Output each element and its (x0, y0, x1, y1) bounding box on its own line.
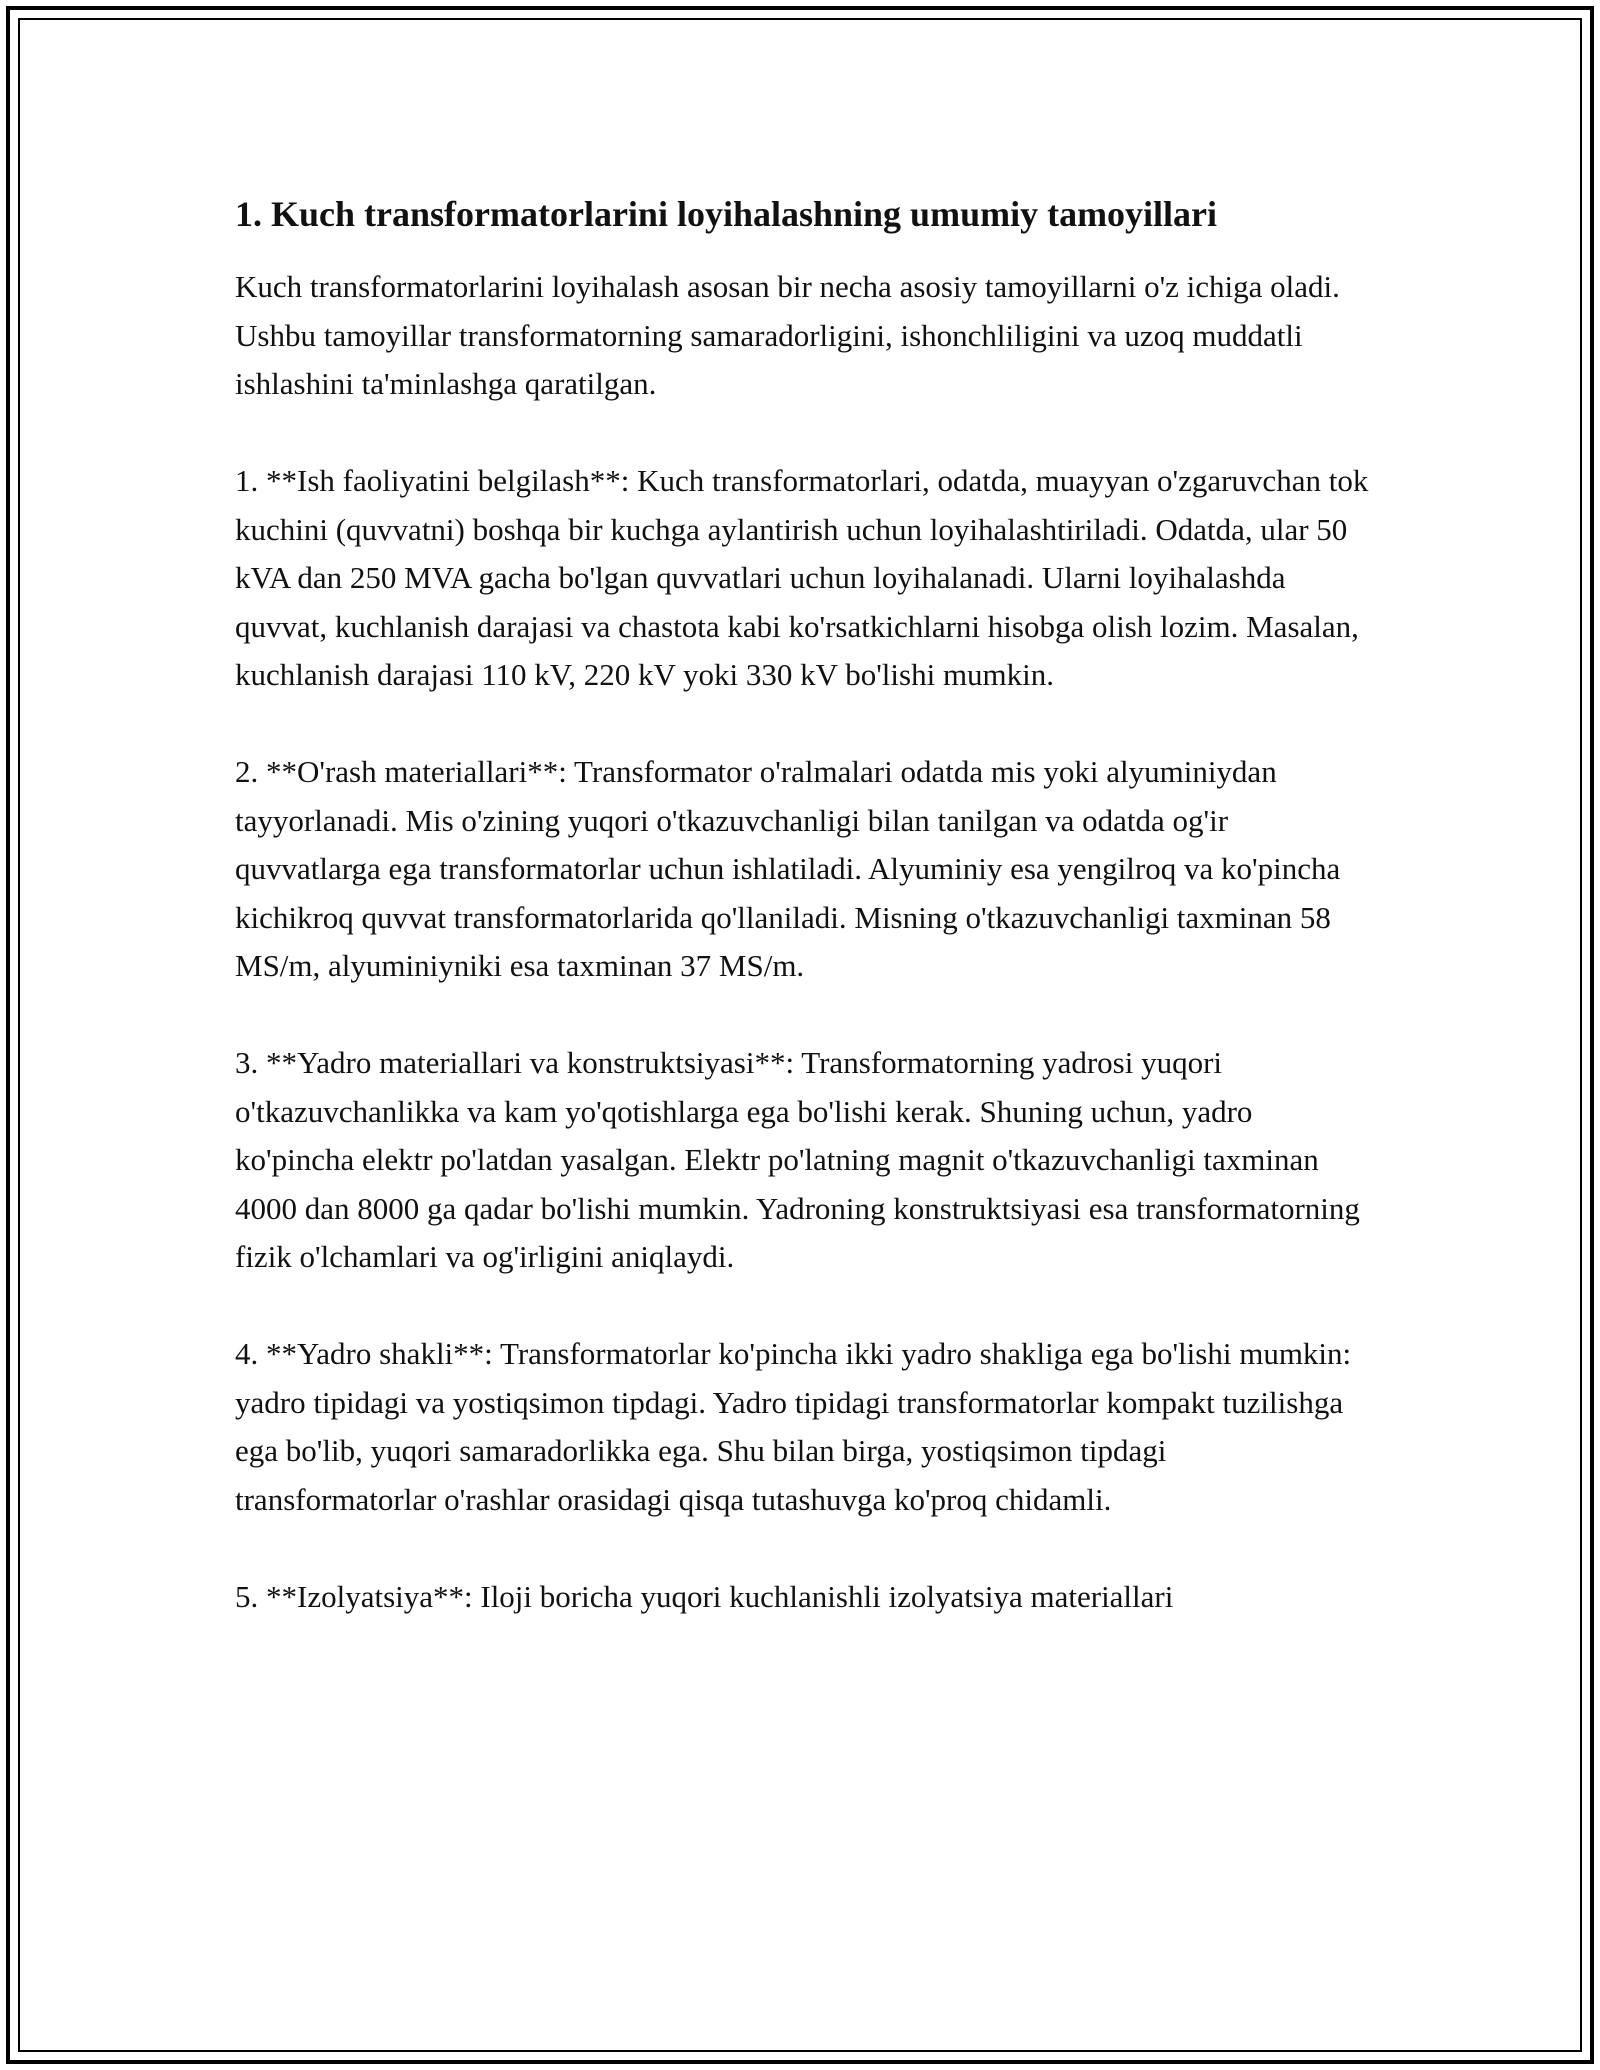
document-title: 1. Kuch transformatorlarini loyihalashning umumiy tamoyillari (235, 194, 1218, 234)
paragraph-yadro-materiallari: 3. **Yadro materiallari va konstruktsiyasi**: Transformatorning yadrosi yuqori o'tkazuvchanlikka va kam yo'qotishlarga ega bo'lishi kerak. Shuning uchun, yadro ko'pincha elektr po'latdan yasalgan. Elektr po'latning magnit o'tkazuvchanligi taxminan 4000 dan 8000 ga qadar bo'lishi mumkin. Yadroning konstruktsiyasi esa transformatorning fizik o'lchamlari va og'irligini aniqlaydi. (235, 1045, 1360, 1274)
intro-paragraph: Kuch transformatorlarini loyihalash asosan bir necha asosiy tamoyillarni o'z ichiga oladi. Ushbu tamoyillar transformatorning samaradorligini, ishonchliligini va uzoq muddatli ishlashini ta'minlashga qaratilgan. (235, 269, 1340, 401)
paragraph-ish-faoliyati: 1. **Ish faoliyatini belgilash**: Kuch transformatorlari, odatda, muayyan o'zgaruvchan tok kuchini (quvvatni) boshqa bir kuchga aylantirish uchun loyihalashtiriladi. Odatda, ular 50 kVA dan 250 MVA gacha bo'lgan quvvatlari uchun loyihalanadi. Ularni loyihalashda quvvat, kuchlanish darajasi va chastota kabi ko'rsatkichlarni hisobga olish lozim. Masalan, kuchlanish darajasi 110 kV, 220 kV yoki 330 kV bo'lishi mumkin. (235, 463, 1369, 692)
paragraph-orash-materiallari: 2. **O'rash materiallari**: Transformator o'ralmalari odatda mis yoki alyuminiydan tayyorlanadi. Mis o'zining yuqori o'tkazuvchanligi bilan tanilgan va odatda og'ir quvvatlarga ega transformatorlar uchun ishlatiladi. Alyuminiy esa yengilroq va ko'pincha kichikroq quvvat transformatorlarida qo'llaniladi. Misning o'tkazuvchanligi taxminan 58 MS/m, alyuminiyniki esa taxminan 37 MS/m. (235, 754, 1341, 983)
document-body (235, 188, 1375, 1670)
paragraph-yadro-shakli: 4. **Yadro shakli**: Transformatorlar ko'pincha ikki yadro shakliga ega bo'lishi mumkin: yadro tipidagi va yostiqsimon tipdagi. Yadro tipidagi transformatorlar kompakt tuzilishga ega bo'lib, yuqori samaradorlikka ega. Shu bilan birga, yostiqsimon tipdagi transformatorlar o'rashlar orasidagi qisqa tutashuvga ko'proq chidamli. (235, 1336, 1352, 1517)
paragraph-izolyatsiya: 5. **Izolyatsiya**: Iloji boricha yuqori kuchlanishli izolyatsiya materiallari (235, 1578, 1174, 1614)
